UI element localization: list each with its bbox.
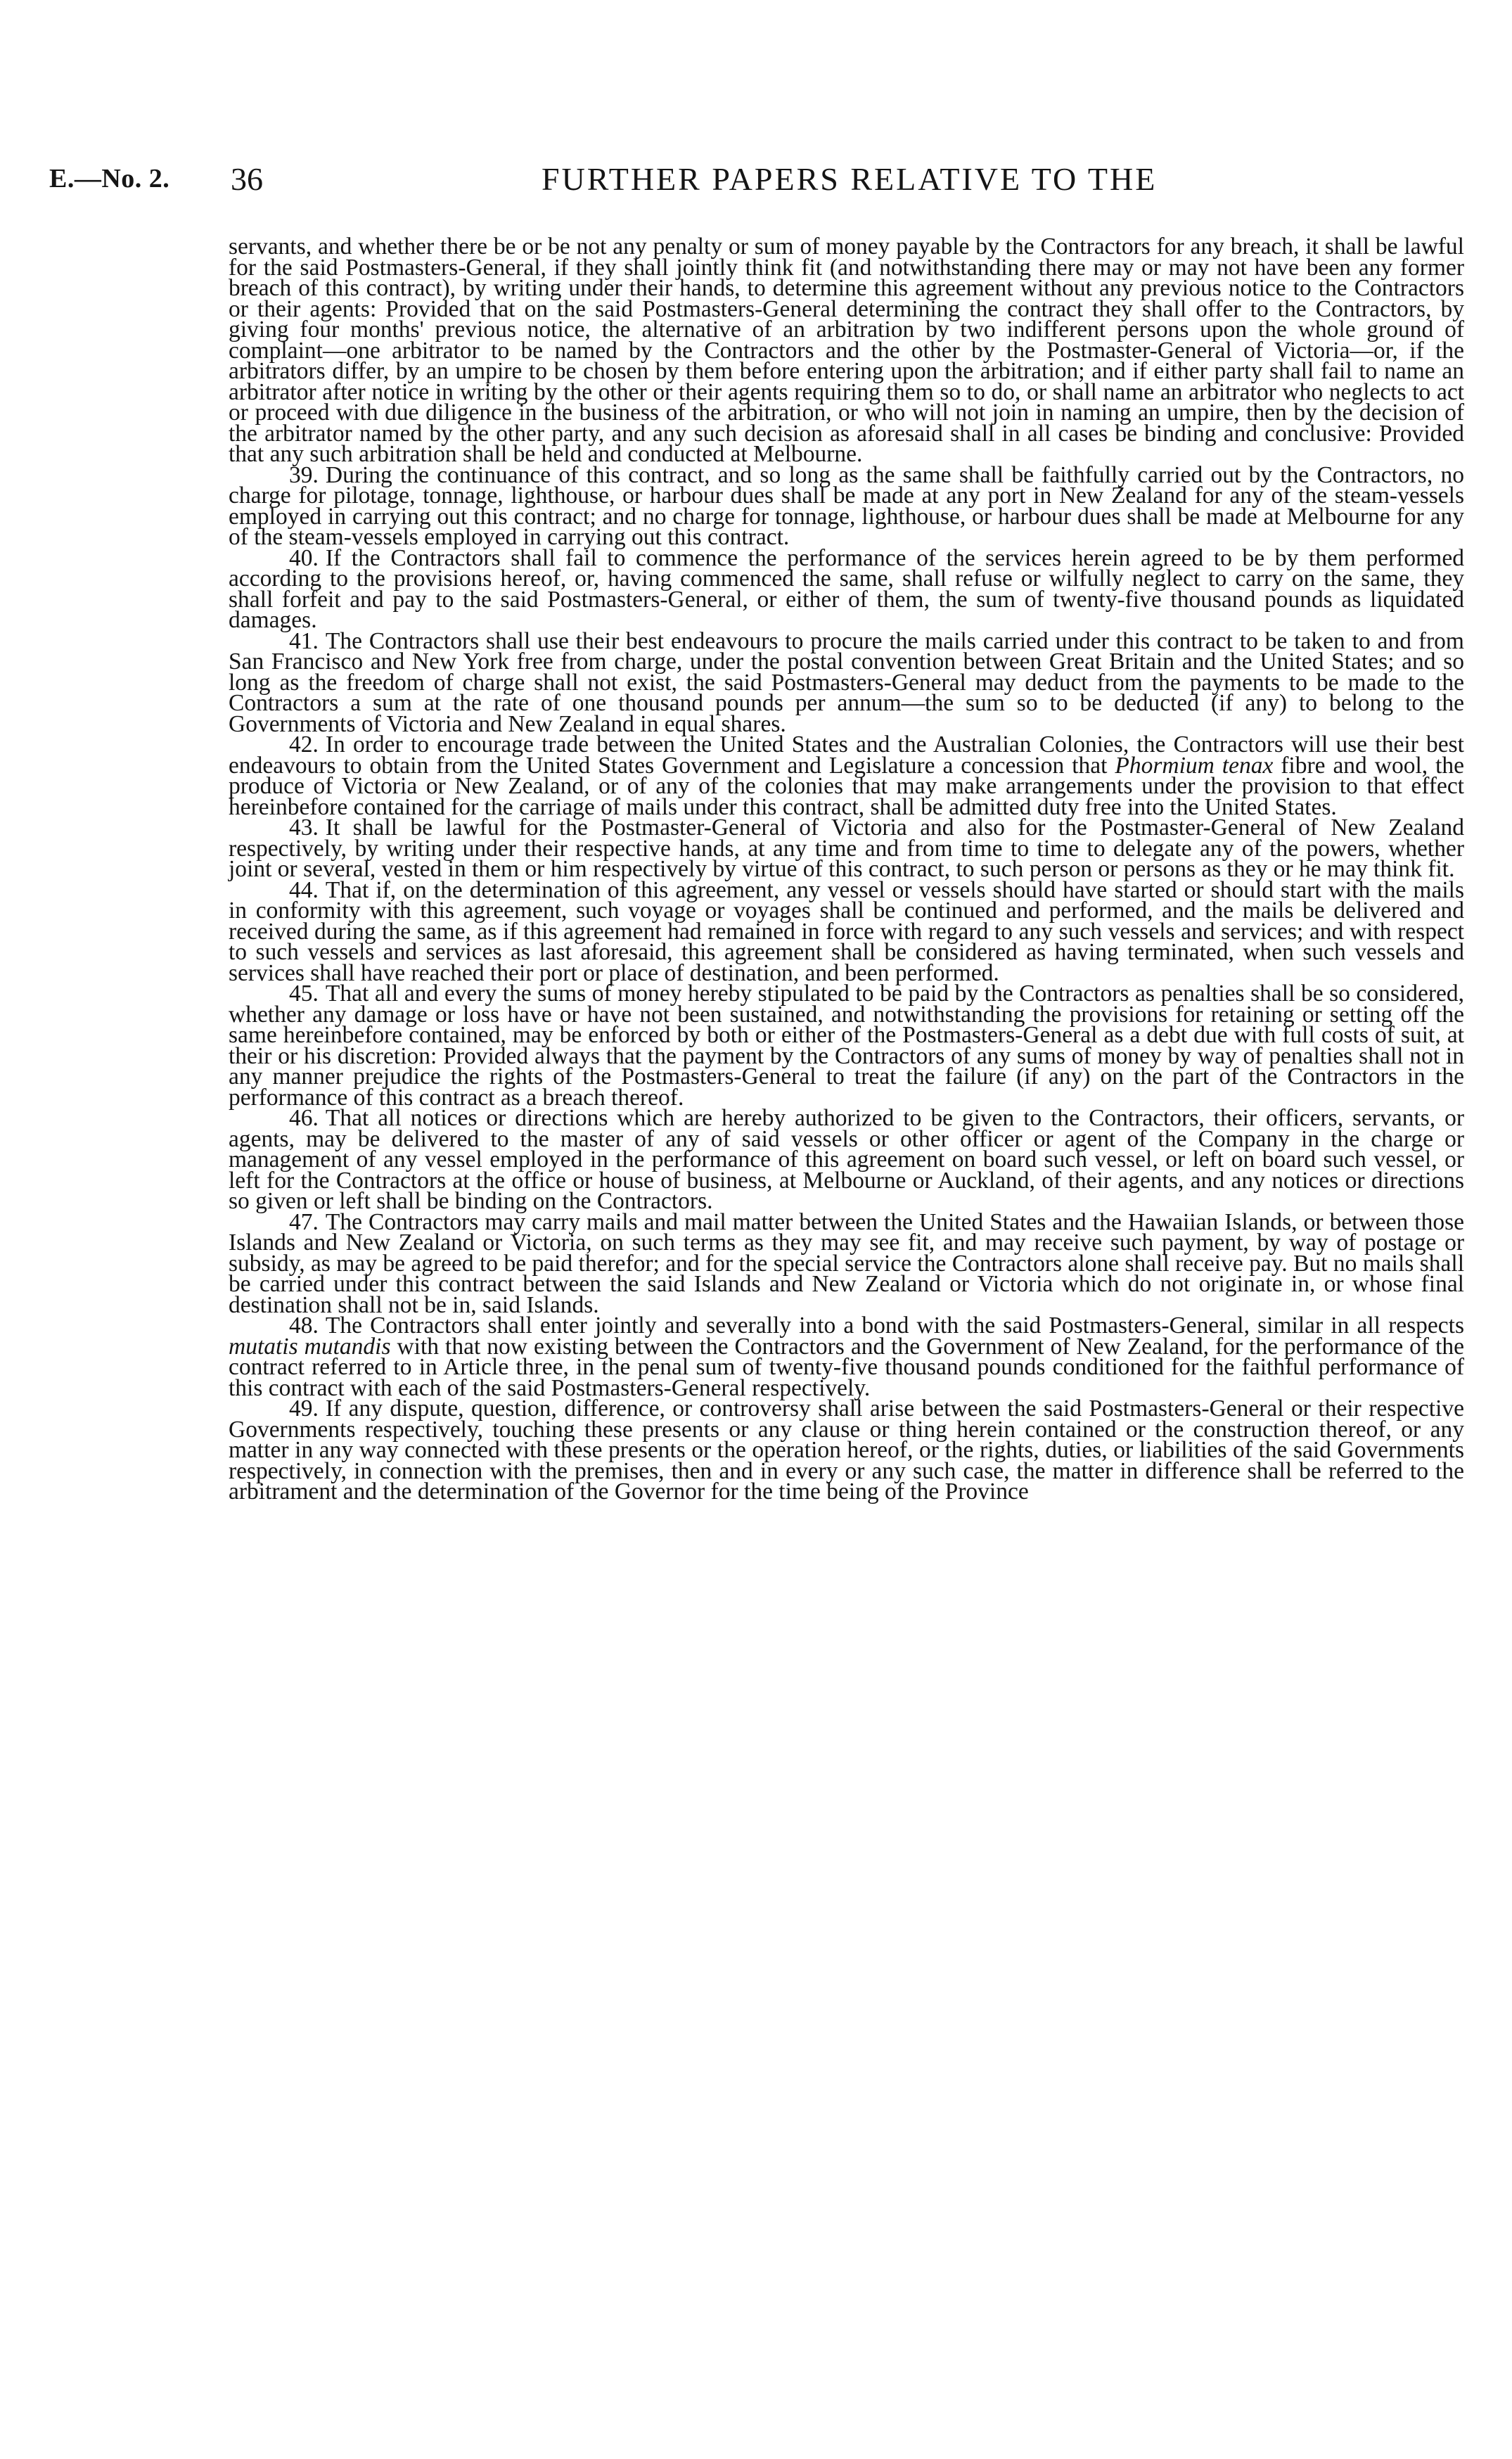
page-number: 36 (231, 161, 263, 197)
article-number: 45. (289, 981, 319, 1007)
article-number: 47. (289, 1208, 319, 1235)
paragraph-text: with that now existing between the Contractors and the Government of New Zealand, for the performance of the contract referred to in Article three, in the penal sum of twenty-five thousand pounds conditioned for the faithful performance of this contract with each of the said Postmasters-General respectively. (229, 1333, 1464, 1401)
paragraph-text: That all notices or directions which are hereby authorized to be given to the Contractors, their officers, servants, or agents, may be delivered to the master of any of said vessels or other officer or agent of the Company in the charge or management of any vessel employed in the performance of this agreement on board such vessel, or left on board such vessel, or left for the Contractors at the office or house of business, at Melbourne or Auckland, of their agents, and any notices or directions so given or left shall be binding on the Contractors. (229, 1105, 1464, 1214)
article-number: 49. (289, 1395, 319, 1422)
italic-term: mutatis mutandis (229, 1333, 391, 1360)
italic-term: Phormium tenax (1115, 752, 1274, 779)
article-number: 41. (289, 627, 319, 654)
article-40 (229, 544, 1464, 633)
running-title: FURTHER PAPERS RELATIVE TO THE (542, 161, 1158, 197)
article-number: 43. (289, 815, 319, 841)
paragraph-text: If any dispute, question, difference, or controversy shall arise between the said Postmasters-General or their respective Governments respectively, touching these presents or any clause or thing herein contained or the construction thereof, or any matter in any way connected with these presents or the operation hereof, or the rights, duties, or liabilities of the said Governments respectively, in connection with the premises, then and in every or any such case, the matter in difference shall be referred to the arbitrament and the determination of the Governor for the time being of the Province (229, 1395, 1464, 1505)
paragraph-text: If the Contractors shall fail to commence the performance of the services herein agreed to be by them performed according to the provisions hereof, or, having commenced the same, shall refuse or wilfully neglect to carry on the same, they shall forfeit and pay to the said Postmasters-General, or either of them, the sum of twenty-five thousand pounds as liquidated damages. (229, 544, 1464, 633)
article-44 (229, 876, 1464, 986)
page-header (49, 163, 1438, 205)
article-number: 48. (289, 1312, 319, 1339)
paragraph-text: The Contractors shall use their best endeavours to procure the mails carried under this contract to be taken to and from San Francisco and New York free from charge, under the postal convention between Great Britain and the United States; and so long as the freedom of charge shall not exist, the said Postmasters-General may deduct from the payments to be made to the Contractors a sum at the rate of one thousand pounds per annum—the sum so to be deducted (if any) to belong to the Governments of Victoria and New Zealand in equal shares. (229, 627, 1464, 737)
article-number: 44. (289, 876, 319, 903)
article-number: 39. (289, 461, 319, 488)
body-text (229, 234, 1464, 1505)
article-47 (229, 1208, 1464, 1318)
article-48 (229, 1312, 1464, 1401)
article-41 (229, 627, 1464, 737)
paragraph-text: That all and every the sums of money hereby stipulated to be paid by the Contractors as penalties shall be so considered, whether any damage or loss have or have not been sustained, and notwithstanding the provisions for retaining or setting off the same hereinbefore contained, may be enforced by both or either of the Postmasters-General as a debt due with full costs of suit, at their or his discretion: Provided always that the payment by the Contractors of any sums of money by way of penalties shall not in any manner prejudice the rights of the Postmasters-General to treat the failure (if any) on the part of the Contractors in the performance of this contract as a breach thereof. (229, 981, 1464, 1111)
article-39 (229, 461, 1464, 550)
article-number: 46. (289, 1105, 319, 1131)
paragraph-text: fibre and wool, the produce of Victoria or New Zealand, or of any of the colonies that may make arrangements under the provision to that effect hereinbefore contained for the carriage of mails under this contract, shall be admitted duty free into the United States. (229, 752, 1464, 820)
paragraph-text: servants, and whether there be or be not any penalty or sum of money payable by the Contractors for any breach, it shall be lawful for the said Postmasters-General, if they shall jointly think fit (and notwithstanding there may or may not have been any former breach of this contract), by writing under their hands, to determine this agreement without any previous notice to the Contractors or their agents: Provided that on the said Postmasters-General determining the contract they shall offer to the Contractors, by giving four months' previous notice, the alternative of an arbitration by two indifferent persons upon the whole ground of complaint—one arbitrator to be named by the Contractors and the other by the Postmaster-General of Victoria—or, if the arbitrators differ, by an umpire to be chosen by them before entering upon the arbitration; and if either party shall fail to name an arbitrator after notice in writing by the other or their agents requiring them so to do, or shall name an arbitrator who neglects to act or proceed with due diligence in the business of the arbitration, or who will not join in naming an umpire, then by the decision of the arbitrator named by the other party, and any such decision as aforesaid shall in all cases be binding and conclusive: Provided that any such arbitration shall be held and conducted at Melbourne. (229, 234, 1464, 467)
paragraph-text: The Contractors shall enter jointly and severally into a bond with the said Postmasters-General, similar in all respects (325, 1312, 1464, 1339)
paragraph-text: It shall be lawful for the Postmaster-General of Victoria and also for the Postmaster-General of New Zealand respectively, by writing under their respective hands, at any time and from time to time to delegate any of the powers, whether joint or several, vested in them or him respectively by virtue of this contract, to such person or persons as they or he may think fit. (229, 815, 1464, 882)
article-43 (229, 817, 1464, 880)
article-number: 40. (289, 544, 319, 571)
article-46 (229, 1105, 1464, 1214)
paragraph-text: During the continuance of this contract, and so long as the same shall be faithfully carried out by the Contractors, no charge for pilotage, tonnage, lighthouse, or harbour dues shall be made at any port in New Zealand for any of the steam-vessels employed in carrying out this contract; and no charge for tonnage, lighthouse, or harbour dues shall be made at Melbourne for any of the steam-vessels employed in carrying out this contract. (229, 461, 1464, 550)
document-reference: E.—No. 2. (49, 164, 170, 193)
article-42 (229, 732, 1464, 820)
paragraph-text: That if, on the determination of this agreement, any vessel or vessels should have started or should start with the mails in conformity with this agreement, such voyage or voyages shall be continued and performed, and the mails be delivered and received during the same, as if this agreement had remained in force with regard to any such vessels and services; and with respect to such vessels and services as last aforesaid, this agreement shall be considered as having terminated, when such vessels and services shall have reached their port or place of destination, and been performed. (229, 876, 1464, 986)
article-45 (229, 981, 1464, 1111)
article-number: 42. (289, 732, 319, 758)
article-49 (229, 1395, 1464, 1505)
paragraph-continued (229, 236, 1464, 465)
paragraph-text: The Contractors may carry mails and mail matter between the United States and the Hawaiian Islands, or between those Islands and New Zealand or Victoria, on such terms as they may see fit, and may receive such payment, by way of postage or subsidy, as may be agreed to be paid therefor; and for the special service the Contractors alone shall receive pay. But no mails shall be carried under this contract between the said Islands and New Zealand or Victoria which do not originate in, or whose final destination shall not be in, said Islands. (229, 1208, 1464, 1318)
paragraph-text: In order to encourage trade between the United States and the Australian Colonies, the Contractors will use their best endeavours to obtain from the United States Government and Legislature a concession that (229, 732, 1464, 779)
